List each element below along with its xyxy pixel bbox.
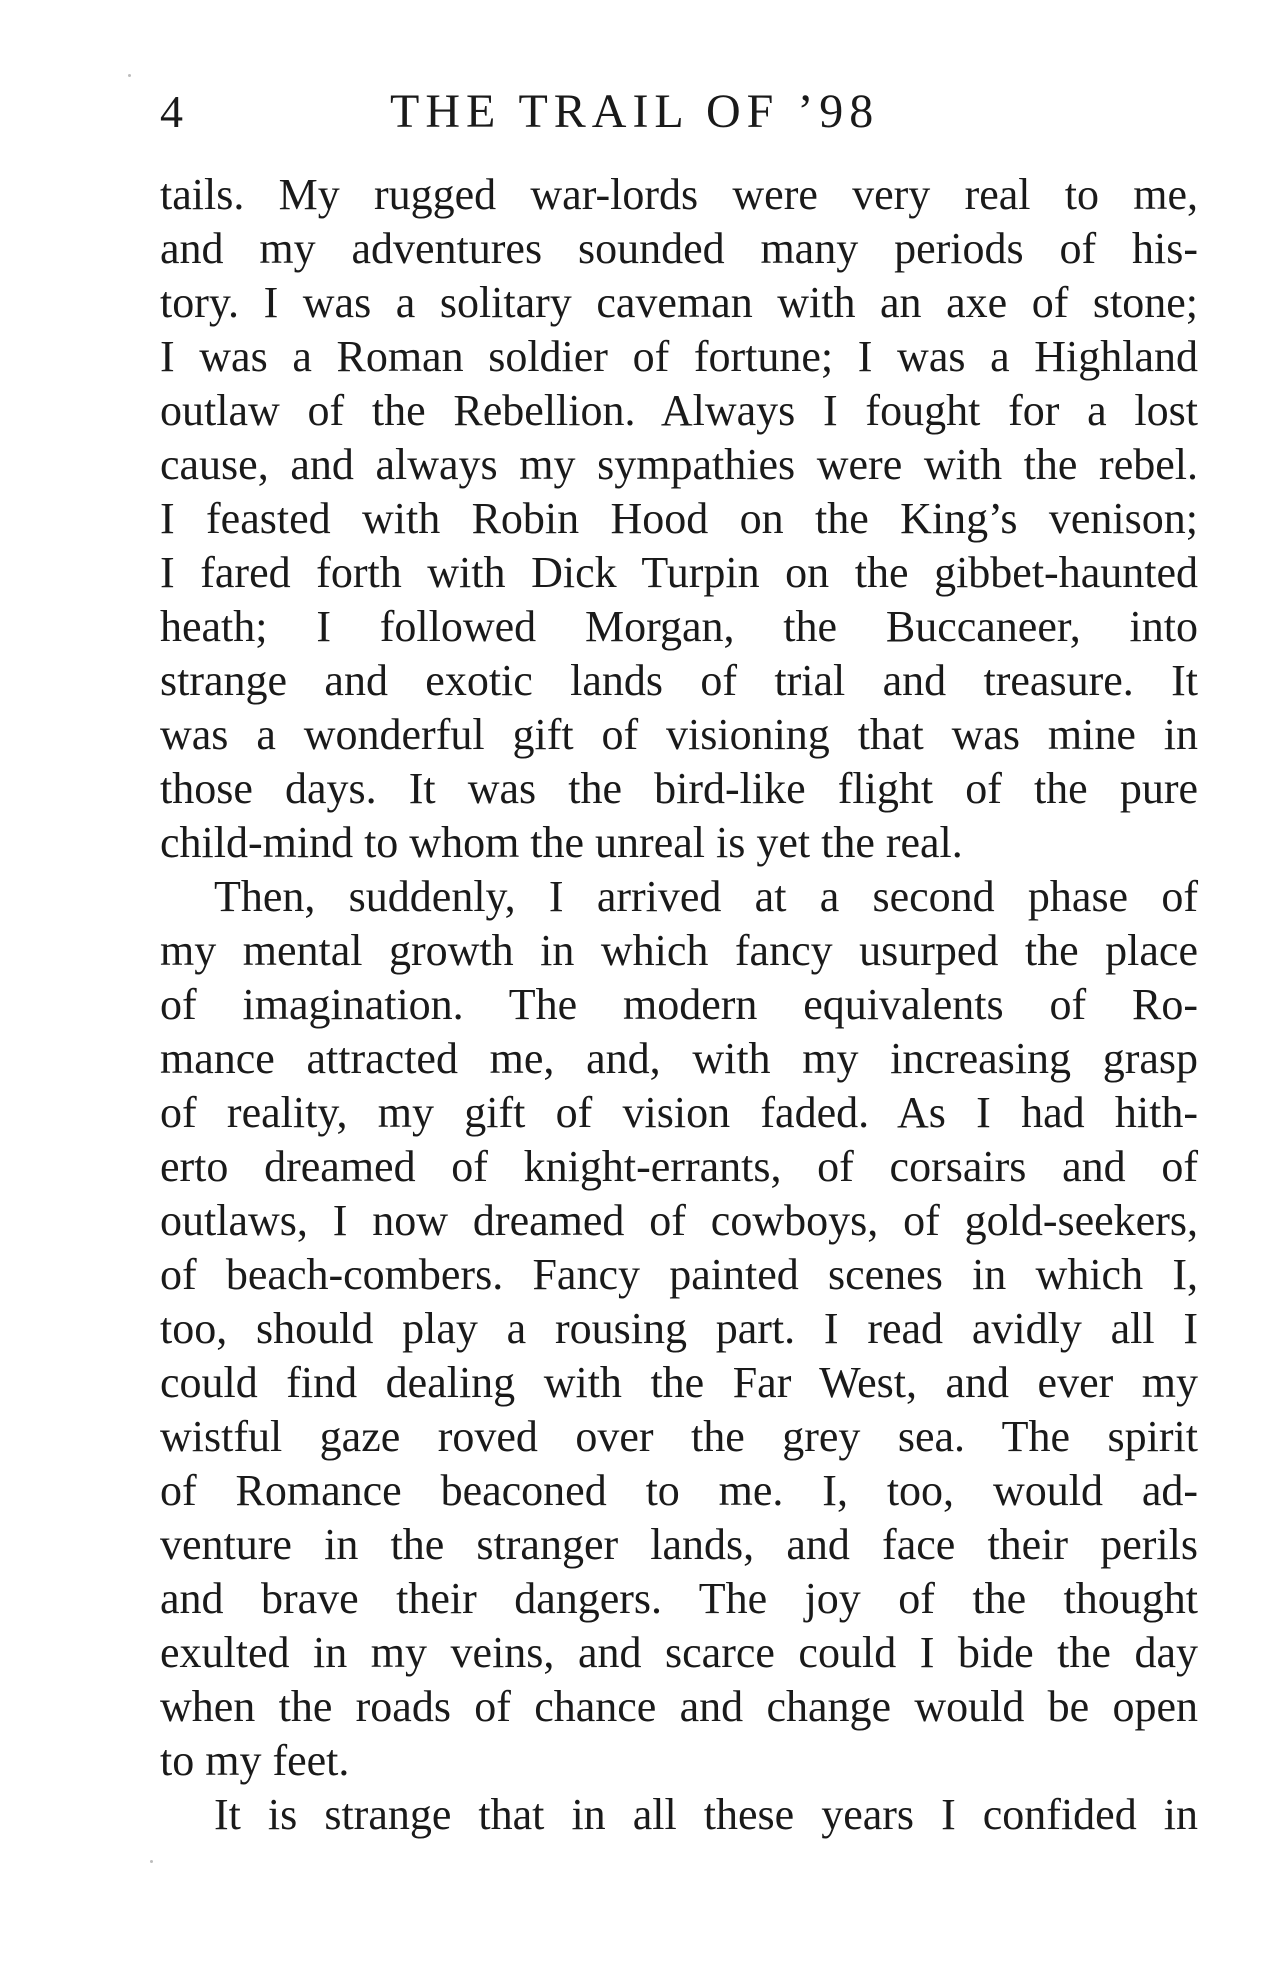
page-number: 4 (160, 86, 183, 137)
text-line: to my feet. (160, 1736, 350, 1785)
text-line: tory. I was a solitary caveman with an axe of stone; (160, 278, 1198, 327)
page-header (160, 82, 1200, 142)
text-line: those days. It was the bird-like flight of the pure (160, 764, 1198, 813)
text-line: Then, suddenly, I arrived at a second phase of (214, 872, 1198, 921)
text-line: child-mind to whom the unreal is yet the real. (160, 818, 963, 867)
paragraph-2 (160, 870, 1198, 1788)
text-line: wistful gaze roved over the grey sea. The spirit (160, 1412, 1198, 1461)
body-text (160, 168, 1198, 1842)
text-line: heath; I followed Morgan, the Buccaneer, into (160, 602, 1198, 651)
text-line: outlaw of the Rebellion. Always I fought for a lost (160, 386, 1198, 435)
text-line: and my adventures sounded many periods of his- (160, 224, 1198, 273)
paragraph-3 (160, 1788, 1198, 1842)
scan-speck (128, 74, 131, 77)
text-line: I feasted with Robin Hood on the King’s venison; (160, 494, 1198, 543)
text-line: mance attracted me, and, with my increasing grasp (160, 1034, 1198, 1083)
text-line: of reality, my gift of vision faded. As I had hith- (160, 1088, 1198, 1137)
text-line: too, should play a rousing part. I read avidly all I (160, 1304, 1198, 1353)
text-line: of beach-combers. Fancy painted scenes in which I, (160, 1250, 1198, 1299)
text-line: venture in the stranger lands, and face their perils (160, 1520, 1198, 1569)
text-line: was a wonderful gift of visioning that was mine in (160, 710, 1198, 759)
text-line: when the roads of chance and change would be open (160, 1682, 1198, 1731)
text-line: strange and exotic lands of trial and treasure. It (160, 656, 1198, 705)
text-line: I fared forth with Dick Turpin on the gibbet-haunted (160, 548, 1198, 597)
text-line: my mental growth in which fancy usurped the place (160, 926, 1198, 975)
text-line: cause, and always my sympathies were with the rebel. (160, 440, 1198, 489)
paragraph-1 (160, 168, 1198, 870)
text-line: outlaws, I now dreamed of cowboys, of gold-seekers, (160, 1196, 1198, 1245)
text-line: and brave their dangers. The joy of the thought (160, 1574, 1198, 1623)
text-line: It is strange that in all these years I confided in (214, 1790, 1198, 1839)
scan-speck (150, 1860, 153, 1863)
text-line: tails. My rugged war-lords were very real to me, (160, 170, 1198, 219)
text-line: of Romance beaconed to me. I, too, would ad- (160, 1466, 1198, 1515)
text-line: I was a Roman soldier of fortune; I was a Highland (160, 332, 1198, 381)
text-line: of imagination. The modern equivalents of Ro- (160, 980, 1198, 1029)
text-line: erto dreamed of knight-errants, of corsairs and of (160, 1142, 1198, 1191)
running-head: THE TRAIL OF ’98 (390, 85, 880, 138)
text-line: could find dealing with the Far West, and ever my (160, 1358, 1198, 1407)
text-line: exulted in my veins, and scarce could I bide the day (160, 1628, 1198, 1677)
